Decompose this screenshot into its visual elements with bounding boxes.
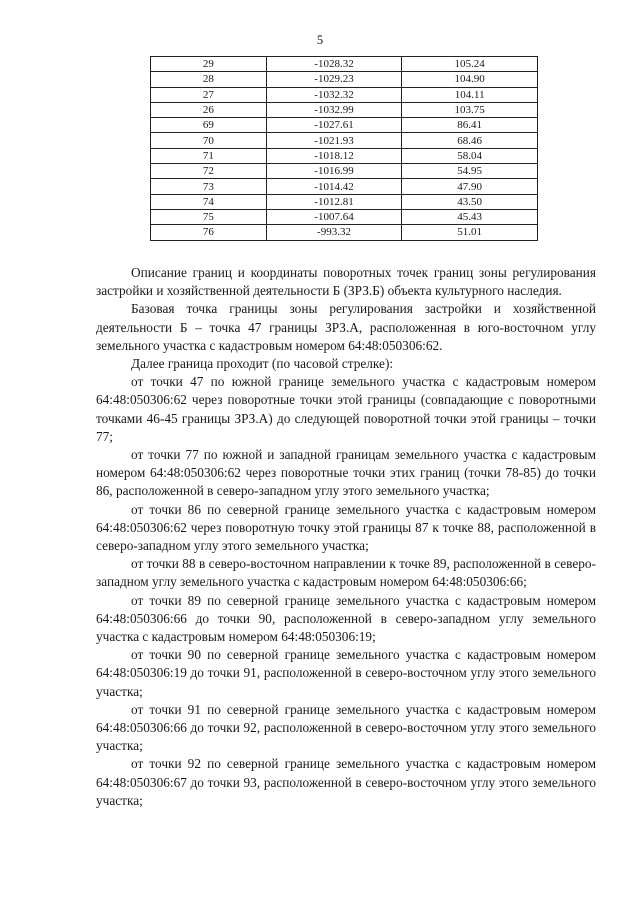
x-coordinate-cell: -1012.81	[266, 194, 402, 209]
point-number-cell: 70	[151, 133, 267, 148]
x-coordinate-cell: -993.32	[266, 225, 402, 240]
y-coordinate-cell: 86.41	[402, 118, 538, 133]
paragraph: от точки 86 по северной границе земельного участка с кадастровым номером 64:48:050306:62 через поворотную точку этой границы 87 к точке 88, расположенной в северо-западном углу этого земельного участка;	[96, 501, 596, 554]
y-coordinate-cell: 68.46	[402, 133, 538, 148]
table-row	[151, 225, 538, 240]
point-number-cell: 27	[151, 87, 267, 102]
point-number-cell: 26	[151, 102, 267, 117]
table-row	[151, 133, 538, 148]
point-number-cell: 76	[151, 225, 267, 240]
paragraph: от точки 89 по северной границе земельного участка с кадастровым номером 64:48:050306:66 до точки 90, расположенной в северо-западном углу земельного участка с кадастровым номером 64:48:050306:19;	[96, 592, 596, 645]
point-number-cell: 29	[151, 57, 267, 72]
point-number-cell: 69	[151, 118, 267, 133]
point-number-cell: 71	[151, 148, 267, 163]
paragraph: от точки 92 по северной границе земельного участка с кадастровым номером 64:48:050306:67 до точки 93, расположенной в северо-восточном углу этого земельного участка;	[96, 756, 596, 808]
x-coordinate-cell: -1029.23	[266, 72, 402, 87]
point-number-cell: 75	[151, 209, 267, 224]
coordinates-table	[150, 56, 538, 241]
page-number: 5	[316, 33, 324, 47]
document-body	[96, 264, 596, 810]
y-coordinate-cell: 104.90	[402, 72, 538, 87]
paragraph: от точки 47 по южной границе земельного участка с кадастровым номером 64:48:050306:62 через поворотные точки этой границы (совпадающие с поворотными точками 46-45 границы ЗРЗ.А) до следующей поворотной точки этой границы – точки 77;	[96, 374, 596, 444]
table-row	[151, 179, 538, 194]
y-coordinate-cell: 45.43	[402, 209, 538, 224]
paragraph: Далее граница проходит (по часовой стрелке):	[131, 356, 394, 372]
y-coordinate-cell: 104.11	[402, 87, 538, 102]
table-row	[151, 194, 538, 209]
y-coordinate-cell: 103.75	[402, 102, 538, 117]
point-number-cell: 72	[151, 164, 267, 179]
y-coordinate-cell: 43.50	[402, 194, 538, 209]
y-coordinate-cell: 47.90	[402, 179, 538, 194]
table-row	[151, 118, 538, 133]
point-number-cell: 73	[151, 179, 267, 194]
x-coordinate-cell: -1032.32	[266, 87, 402, 102]
table-row	[151, 148, 538, 163]
x-coordinate-cell: -1014.42	[266, 179, 402, 194]
paragraph: от точки 88 в северо-восточном направлении к точке 89, расположенной в северо-западном углу земельного участка с кадастровым номером 64:48:050306:66;	[96, 556, 596, 590]
y-coordinate-cell: 58.04	[402, 148, 538, 163]
point-number-cell: 74	[151, 194, 267, 209]
x-coordinate-cell: -1021.93	[266, 133, 402, 148]
x-coordinate-cell: -1018.12	[266, 148, 402, 163]
table-row	[151, 209, 538, 224]
table-row	[151, 102, 538, 117]
table-row	[151, 57, 538, 72]
table-row	[151, 164, 538, 179]
point-number-cell: 28	[151, 72, 267, 87]
table-row	[151, 72, 538, 87]
x-coordinate-cell: -1028.32	[266, 57, 402, 72]
y-coordinate-cell: 105.24	[402, 57, 538, 72]
x-coordinate-cell: -1032.99	[266, 102, 402, 117]
paragraph: от точки 90 по северной границе земельного участка с кадастровым номером 64:48:050306:19 до точки 91, расположенной в северо-восточном углу этого земельного участка;	[96, 647, 596, 699]
x-coordinate-cell: -1016.99	[266, 164, 402, 179]
x-coordinate-cell: -1007.64	[266, 209, 402, 224]
y-coordinate-cell: 51.01	[402, 225, 538, 240]
paragraph: от точки 91 по северной границе земельного участка с кадастровым номером 64:48:050306:66 до точки 92, расположенной в северо-восточном углу этого земельного участка;	[96, 701, 596, 754]
x-coordinate-cell: -1027.61	[266, 118, 402, 133]
paragraph: Базовая точка границы зоны регулирования застройки и хозяйственной деятельности Б – точка 47 границы ЗРЗ.А, расположенная в юго-восточном углу земельного участка с кадастровым номером 64:48:050306:62.	[96, 301, 596, 353]
y-coordinate-cell: 54.95	[402, 164, 538, 179]
paragraph: от точки 77 по южной и западной границам земельного участка с кадастровым номером 64:48:050306:62 через поворотные точки этих границ (точки 78-85) до точки 86, расположенной в северо-западном углу этого земельного участка;	[96, 447, 596, 499]
paragraph: Описание границ и координаты поворотных точек границ зоны регулирования застройки и хозяйственной деятельности Б (ЗРЗ.Б) объекта культурного наследия.	[96, 265, 596, 299]
table-row	[151, 87, 538, 102]
